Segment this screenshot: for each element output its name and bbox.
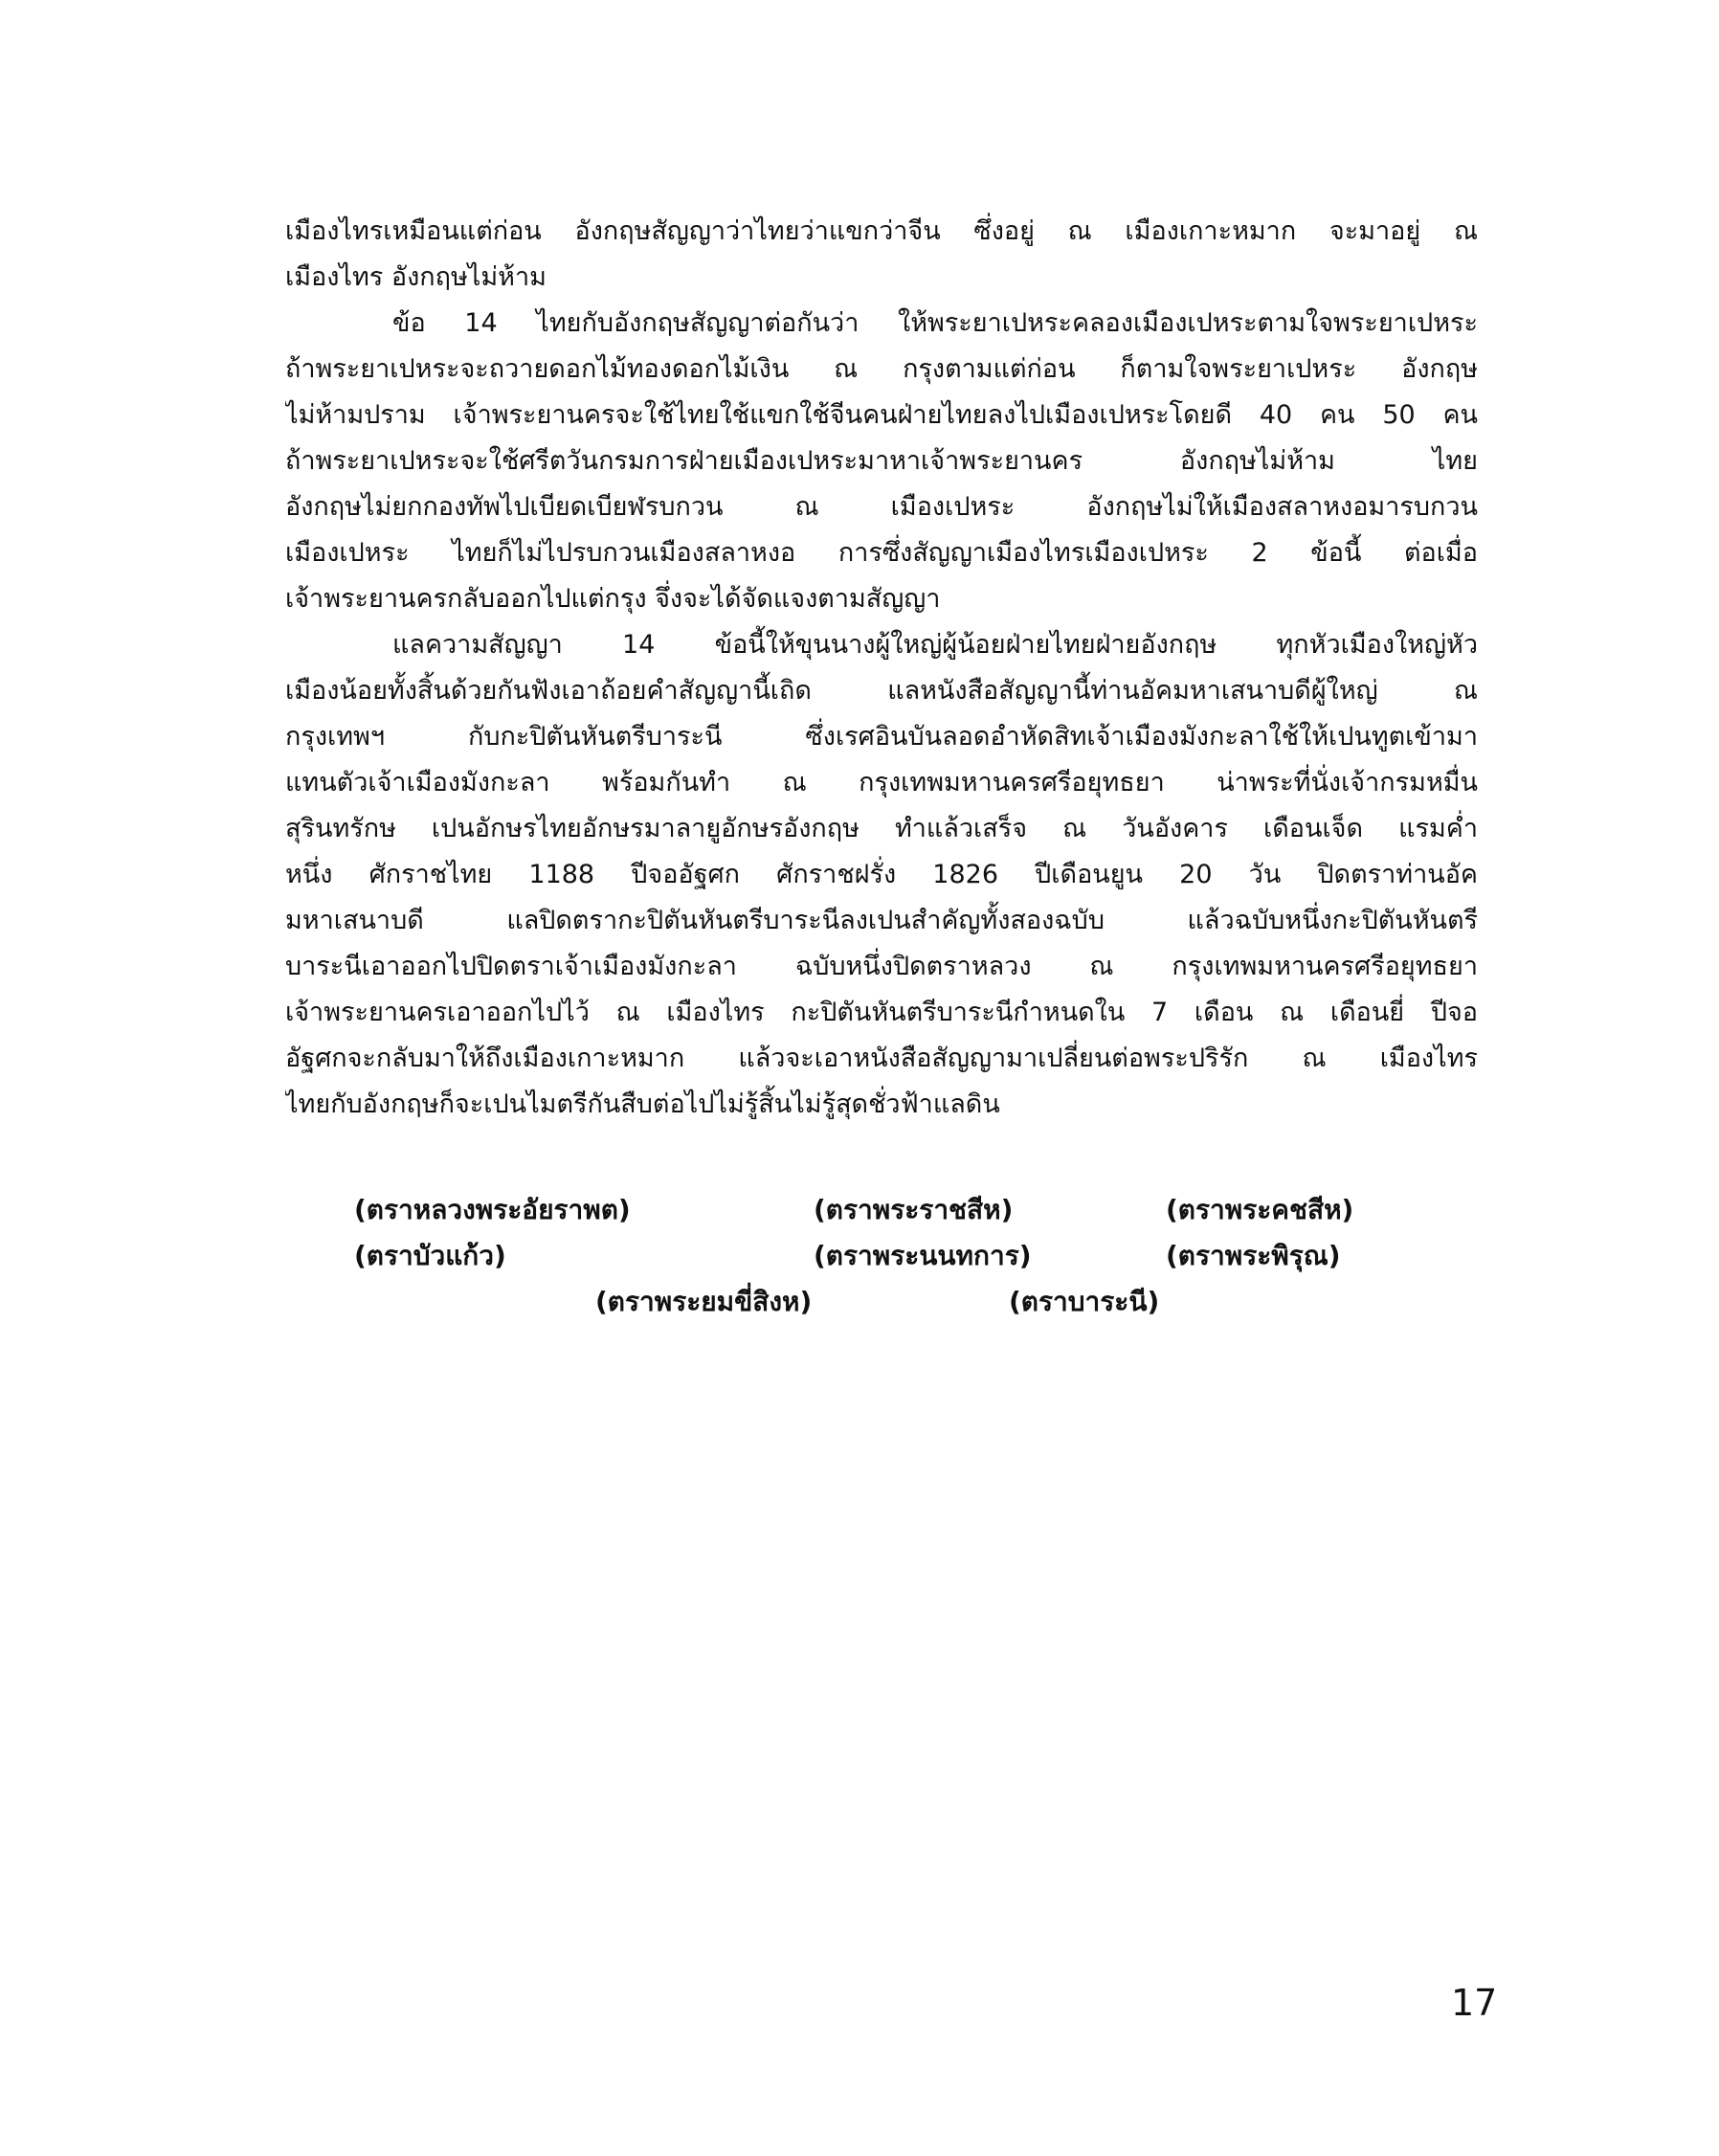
seal-label: (ตราพระราชสีห)	[814, 1194, 1014, 1225]
page-number: 17	[1451, 1982, 1498, 2024]
seal-label: (ตราพระยมขี่สิงห)	[595, 1286, 813, 1317]
treaty-text	[285, 209, 1478, 1317]
text-line: ไทยกับอังกฤษก็จะเปนไมตรีกันสืบต่อไปไม่รู้สิ้นไม่รู้สุดชั่วฟ้าแลดิน	[285, 1089, 1000, 1119]
seal-label: (ตราพระพิรุณ)	[1166, 1240, 1341, 1271]
text-line: เมืองน้อยทั้งสิ้นด้วยกันฟังเอาถ้อยคำสัญญานี้เถิด แลหนังสือสัญญานี้ท่านอัคมหาเสนาบดีผู้ใหญ่ ณ	[285, 676, 1478, 706]
seal-label: (ตราบาระนี)	[1009, 1286, 1160, 1317]
seal-signature-block	[285, 1191, 1478, 1354]
seal-label: (ตราหลวงพระอัยราพต)	[354, 1194, 631, 1225]
text-line: บาระนีเอาออกไปปิดตราเจ้าเมืองมังกะลา ฉบับหนึ่งปิดตราหลวง ณ กรุงเทพมหานครศรีอยุทธยา	[285, 952, 1478, 981]
text-line: มหาเสนาบดี แลปิดตรากะปิตันหันตรีบาระนีลงเปนสำคัญทั้งสองฉบับ แล้วฉบับหนึ่งกะปิตันหันตรี	[285, 906, 1478, 935]
seal-label: (ตราบัวแก้ว)	[354, 1240, 506, 1271]
text-line: แลความสัญญา 14 ข้อนี้ให้ขุนนางผู้ใหญ่ผู้น้อยฝ่ายไทยฝ่ายอังกฤษ ทุกหัวเมืองใหญ่หัว	[392, 630, 1478, 660]
text-line: เมืองไทรเหมือนแต่ก่อน อังกฤษสัญญาว่าไทยว่าแขกว่าจีน ซึ่งอยู่ ณ เมืองเกาะหมาก จะมาอยู่ ณ	[285, 216, 1478, 246]
text-line: ถ้าพระยาเปหระจะใช้ศรีตวันกรมการฝ่ายเมืองเปหระมาหาเจ้าพระยานคร อังกฤษไม่ห้าม ไทย	[285, 446, 1478, 476]
text-line: สุรินทรักษ เปนอักษรไทยอักษรมาลายูอักษรอังกฤษ ทำแล้วเสร็จ ณ วันอังคาร เดือนเจ็ด แรมค่ำ	[285, 814, 1478, 843]
paragraph-continuation	[285, 209, 1478, 301]
text-line: อังกฤษไม่ยกกองทัพไปเบียดเบียฬรบกวน ณ เมืองเปหระ อังกฤษไม่ให้เมืองสลาหงอมารบกวน	[285, 492, 1478, 522]
text-line: หนึ่ง ศักราชไทย 1188 ปีจออัฐศก ศักราชฝรั่ง 1826 ปีเดือนยูน 20 วัน ปิดตราท่านอัค	[285, 860, 1478, 889]
text-line: แทนตัวเจ้าเมืองมังกะลา พร้อมกันทำ ณ กรุงเทพมหานครศรีอยุทธยา น่าพระที่นั่งเจ้ากรมหมื่น	[285, 768, 1478, 797]
text-line: เจ้าพระยานครเอาออกไปไว้ ณ เมืองไทร กะปิตันหันตรีบาระนีกำหนดใน 7 เดือน ณ เดือนยี่ ปีจอ	[285, 998, 1478, 1027]
text-line: ถ้าพระยาเปหระจะถวายดอกไม้ทองดอกไม้เงิน ณ กรุงตามแต่ก่อน ก็ตามใจพระยาเปหระ อังกฤษ	[285, 354, 1478, 384]
text-line: กรุงเทพฯ กับกะปิตันหันตรีบาระนี ซึ่งเรศอินบันลอดอำหัดสิทเจ้าเมืองมังกะลาใช้ให้เปนทูตเข้ามา	[285, 722, 1478, 752]
text-line: เมืองเปหระ ไทยก็ไม่ไปรบกวนเมืองสลาหงอ การซึ่งสัญญาเมืองไทรเมืองเปหระ 2 ข้อนี้ ต่อเมื่อ	[285, 538, 1478, 568]
text-line: อัฐศกจะกลับมาให้ถึงเมืองเกาะหมาก แล้วจะเอาหนังสือสัญญามาเปลี่ยนต่อพระปริรัก ณ เมืองไทร	[285, 1044, 1478, 1073]
text-line: ไม่ห้ามปราม เจ้าพระยานครจะใช้ไทยใช้แขกใช้จีนคนฝ่ายไทยลงไปเมืองเปหระโดยดี 40 คน 50 คน	[285, 400, 1478, 430]
text-line: ข้อ 14 ไทยกับอังกฤษสัญญาต่อกันว่า ให้พระยาเปหระคลองเมืองเปหระตามใจพระยาเปหระ	[392, 308, 1478, 338]
seal-label: (ตราพระนนทการ)	[814, 1240, 1032, 1271]
paragraph-article-14	[285, 301, 1478, 622]
text-line: เมืองไทร อังกฤษไม่ห้าม	[285, 262, 547, 292]
paragraph-closing	[285, 622, 1478, 1128]
text-line: เจ้าพระยานครกลับออกไปแต่กรุง จึ่งจะได้จัดแจงตามสัญญา	[285, 584, 941, 614]
seal-label: (ตราพระคชสีห)	[1166, 1194, 1354, 1225]
